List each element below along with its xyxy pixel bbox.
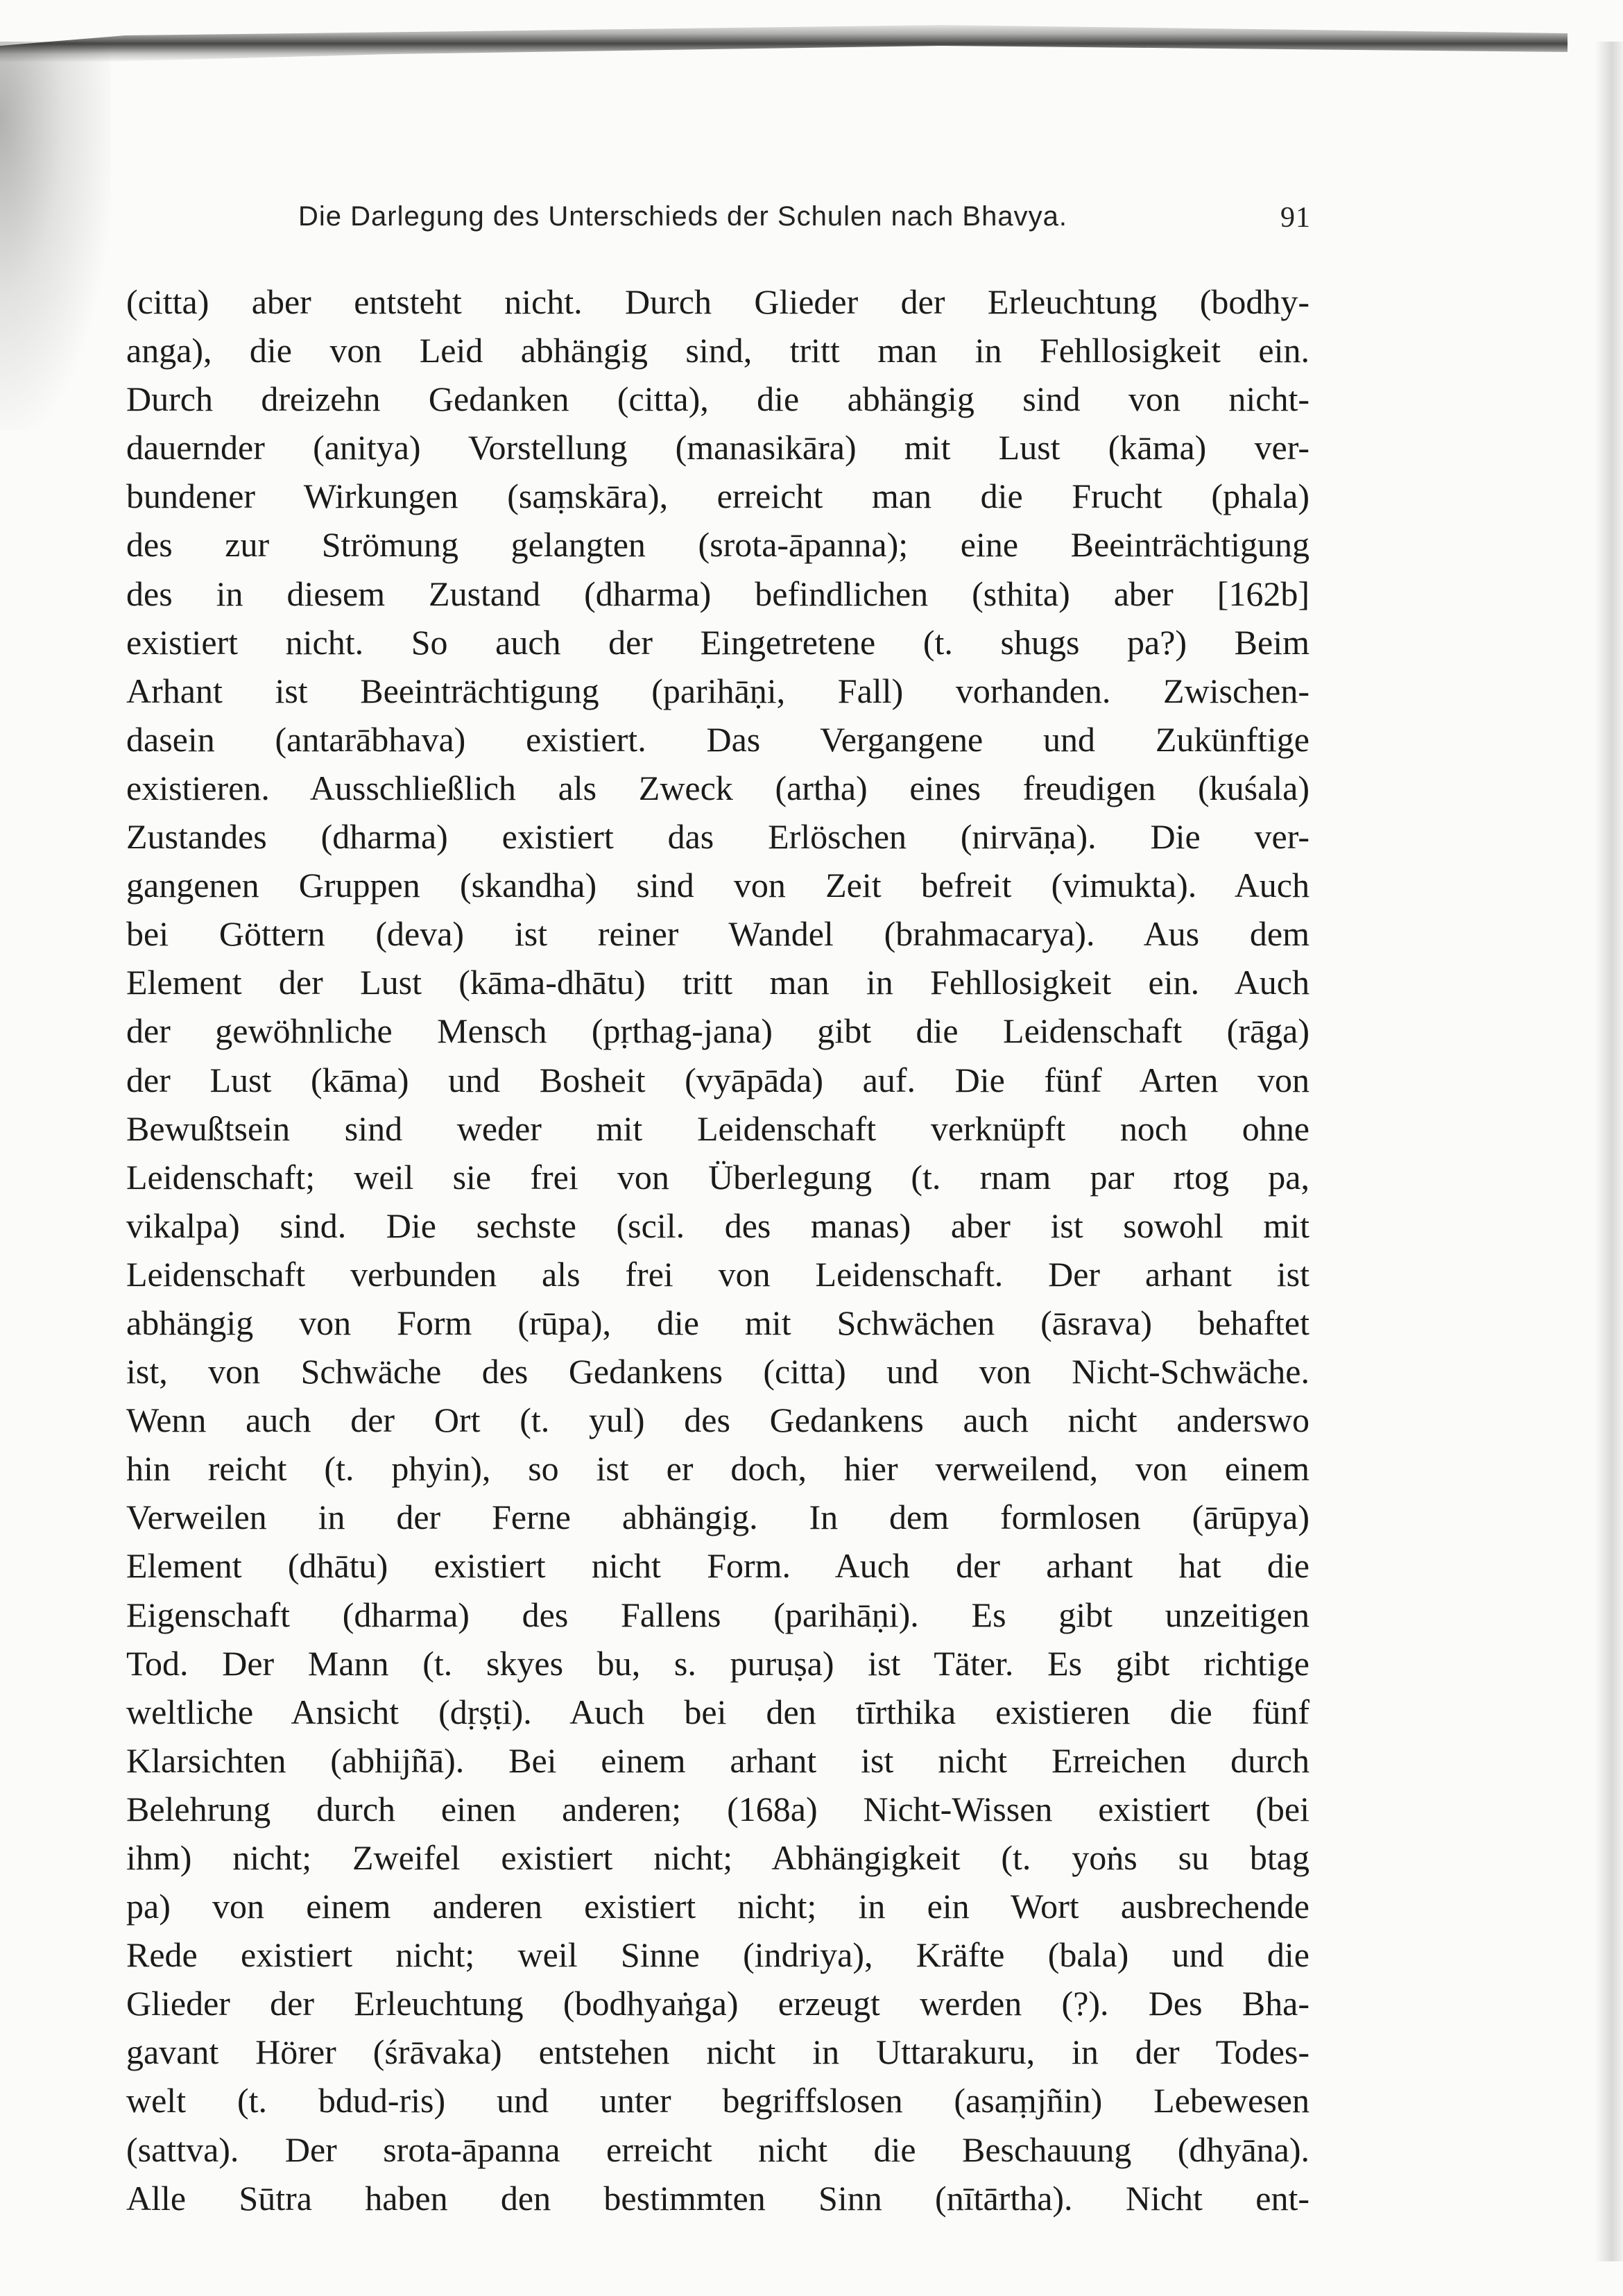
- body-text: [126, 277, 1309, 2222]
- text-line: dasein (antarābhava) existiert. Das Vergangene und Zukünftige: [126, 719, 1309, 759]
- text-line: der gewöhnliche Mensch (pṛthag-jana) gibt die Leidenschaft (rāga): [126, 1011, 1309, 1051]
- text-line: ihm) nicht; Zweifel existiert nicht; Abhängigkeit (t. yoṅs su btag: [126, 1838, 1309, 1877]
- text-line: (citta) aber entsteht nicht. Durch Glieder der Erleuchtung (bodhy-: [126, 282, 1309, 321]
- text-line: hin reicht (t. phyin), so ist er doch, hier verweilend, von einem: [126, 1449, 1309, 1489]
- text-line: ist, von Schwäche des Gedankens (citta) und von Nicht-Schwäche.: [126, 1352, 1309, 1391]
- text-line: Element der Lust (kāma-dhātu) tritt man in Fehllosigkeit ein. Auch: [126, 963, 1309, 1002]
- text-line: Wenn auch der Ort (t. yul) des Gedankens auch nicht anderswo: [126, 1400, 1309, 1440]
- text-line: der Lust (kāma) und Bosheit (vyāpāda) auf. Die fünf Arten von: [126, 1060, 1309, 1099]
- text-line: dauernder (anitya) Vorstellung (manasikāra) mit Lust (kāma) ver-: [126, 428, 1309, 468]
- running-header: [298, 196, 1311, 244]
- text-line: des in diesem Zustand (dharma) befindlichen (sthita) aber [162b]: [126, 574, 1309, 613]
- text-line: Leidenschaft; weil sie frei von Überlegung (t. rnam par rtog pa,: [126, 1157, 1309, 1197]
- text-line: Eigenschaft (dharma) des Fallens (parihāṇi). Es gibt unzeitigen: [126, 1595, 1309, 1634]
- text-line: Tod. Der Mann (t. skyes bu, s. puruṣa) ist Täter. Es gibt richtige: [126, 1643, 1309, 1683]
- text-line: Bewußtsein sind weder mit Leidenschaft verknüpft noch ohne: [126, 1108, 1309, 1148]
- text-line: Rede existiert nicht; weil Sinne (indriya), Kräfte (bala) und die: [126, 1935, 1309, 1975]
- text-line: (sattva). Der srota-āpanna erreicht nicht die Beschauung (dhyāna).: [126, 2130, 1309, 2169]
- scan-shadow-right: [1595, 42, 1623, 2261]
- text-line: des zur Strömung gelangten (srota-āpanna); eine Beeinträchtigung: [126, 525, 1309, 565]
- text-line: gangenen Gruppen (skandha) sind von Zeit befreit (vimukta). Auch: [126, 866, 1309, 905]
- text-line: Glieder der Erleuchtung (bodhyaṅga) erzeugt werden (?). Des Bha-: [126, 1984, 1309, 2023]
- text-line: Arhant ist Beeinträchtigung (parihāṇi, Fall) vorhanden. Zwischen-: [126, 671, 1309, 710]
- text-line: Alle Sūtra haben den bestimmten Sinn (nītārtha). Nicht ent-: [126, 2178, 1309, 2218]
- text-line: anga), die von Leid abhängig sind, tritt man in Fehllosigkeit ein.: [126, 331, 1309, 370]
- scan-shadow-left: [0, 42, 111, 430]
- scan-shadow-top: [0, 21, 1568, 62]
- text-line: Leidenschaft verbunden als frei von Leidenschaft. Der arhant ist: [126, 1254, 1309, 1294]
- text-line: Verweilen in der Ferne abhängig. In dem formlosen (ārūpya): [126, 1498, 1309, 1537]
- text-line: Klarsichten (abhijñā). Bei einem arhant ist nicht Erreichen durch: [126, 1740, 1309, 1780]
- text-line: Belehrung durch einen anderen; (168a) Nicht-Wissen existiert (bei: [126, 1789, 1309, 1828]
- text-line: welt (t. bdud-ris) und unter begriffslosen (asaṃjñin) Lebewesen: [126, 2081, 1309, 2121]
- running-title: Die Darlegung des Unterschieds der Schulen nach Bhavya.: [298, 201, 1067, 232]
- text-line: Zustandes (dharma) existiert das Erlöschen (nirvāṇa). Die ver-: [126, 817, 1309, 857]
- text-line: existieren. Ausschließlich als Zweck (artha) eines freudigen (kuśala): [126, 768, 1309, 807]
- text-line: pa) von einem anderen existiert nicht; in ein Wort ausbrechende: [126, 1887, 1309, 1926]
- text-line: gavant Hörer (śrāvaka) entstehen nicht in Uttarakuru, in der Todes-: [126, 2032, 1309, 2072]
- text-line: weltliche Ansicht (dṛṣṭi). Auch bei den tīrthika existieren die fünf: [126, 1692, 1309, 1731]
- text-line: abhängig von Form (rūpa), die mit Schwächen (āsrava) behaftet: [126, 1303, 1309, 1342]
- text-line: existiert nicht. So auch der Eingetretene (t. shugs pa?) Beim: [126, 622, 1309, 662]
- text-line: bei Göttern (deva) ist reiner Wandel (brahmacarya). Aus dem: [126, 914, 1309, 954]
- text-line: Durch dreizehn Gedanken (citta), die abhängig sind von nicht-: [126, 379, 1309, 419]
- text-line: bundener Wirkungen (saṃskāra), erreicht man die Frucht (phala): [126, 477, 1309, 516]
- text-line: Element (dhātu) existiert nicht Form. Auch der arhant hat die: [126, 1546, 1309, 1586]
- page-number: 91: [1280, 202, 1311, 234]
- text-line: vikalpa) sind. Die sechste (scil. des manas) aber ist sowohl mit: [126, 1206, 1309, 1245]
